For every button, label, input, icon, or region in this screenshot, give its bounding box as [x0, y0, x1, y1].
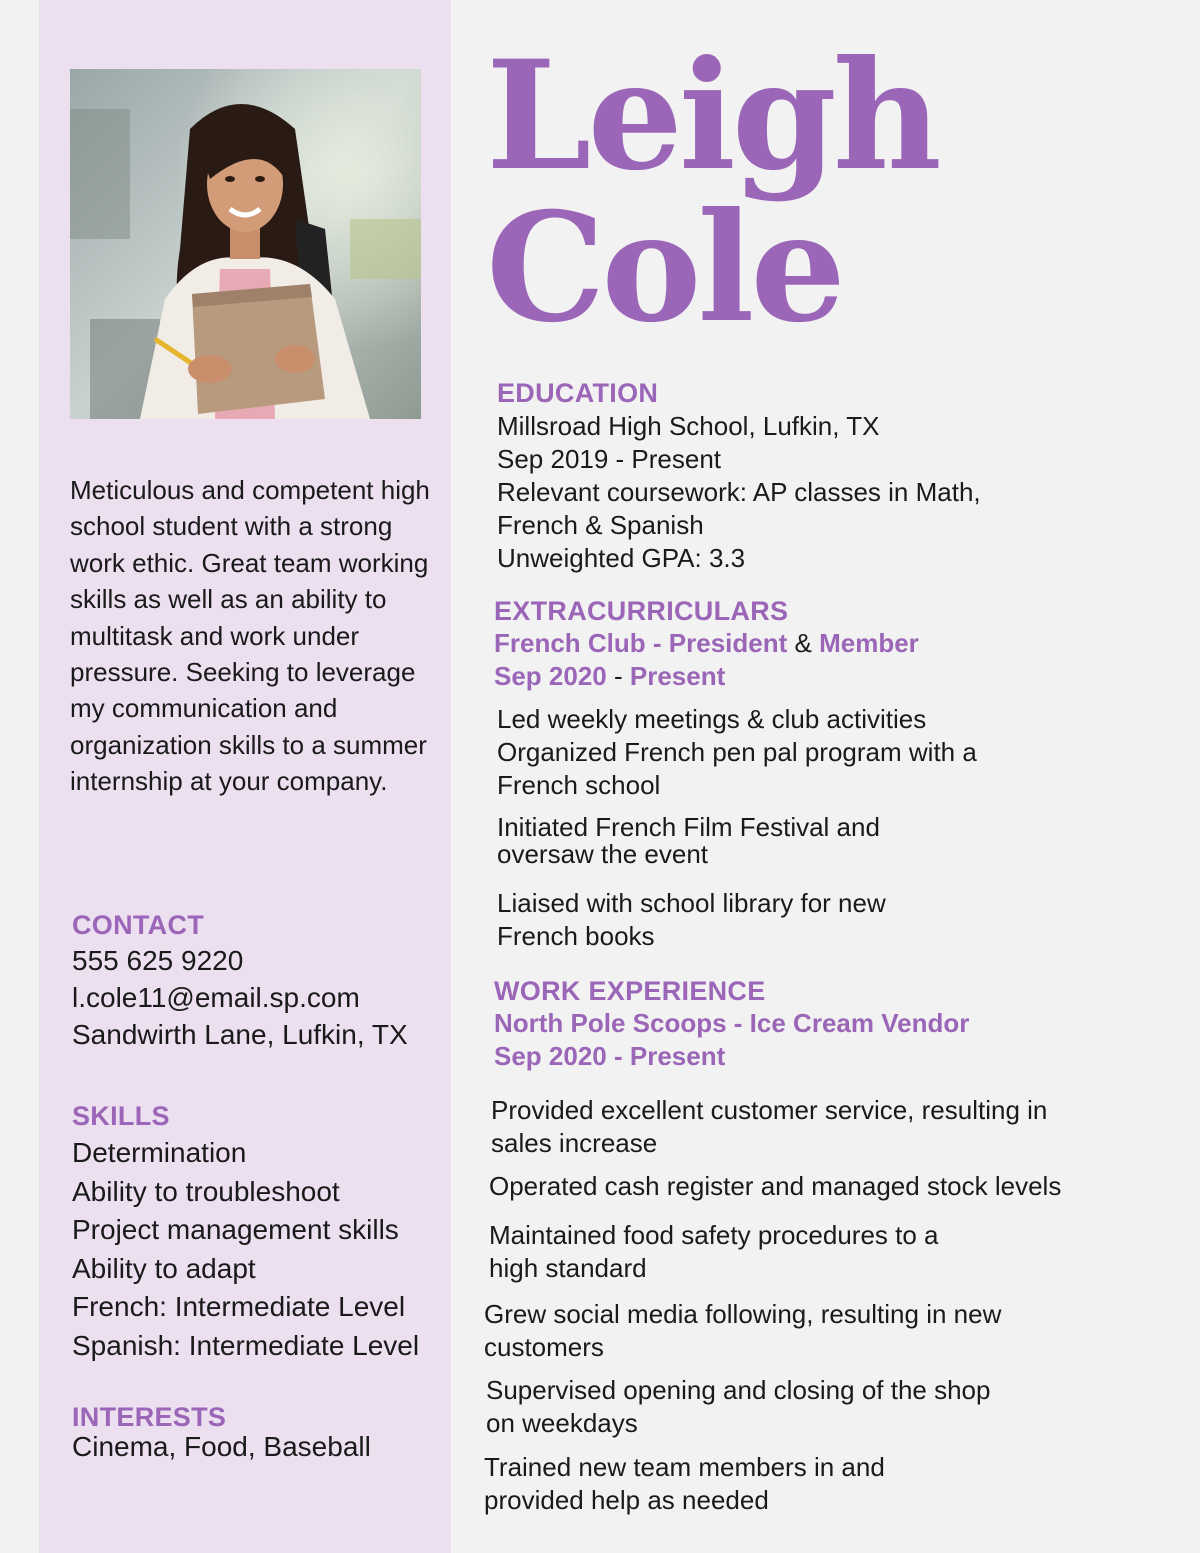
bullet-line: oversaw the event	[497, 839, 709, 869]
date-separator: -	[613, 661, 623, 691]
bullet-line: provided help as needed	[484, 1485, 769, 1515]
first-name: Leigh	[486, 28, 938, 204]
work-heading: WORK EXPERIENCE	[494, 976, 766, 1006]
bullet-line: Supervised opening and closing of the shop	[486, 1375, 991, 1405]
work-bullet	[484, 1298, 1001, 1364]
last-name: Cole	[486, 180, 842, 356]
extracurricular-bullet	[497, 887, 886, 953]
date-end: Present	[629, 661, 726, 691]
work-role: North Pole Scoops - Ice Cream Vendor	[494, 1008, 970, 1038]
skill-item: French: Intermediate Level	[72, 1291, 406, 1323]
skill-item: Spanish: Intermediate Level	[72, 1329, 420, 1361]
summary-text: Meticulous and competent high school student with a strong work ethic. Great team working skills as well as an ability to multitask and work under pressure. Seeking to leverage my communication and organization skills to a summer internship at your company.	[70, 475, 430, 797]
extracurricular-dates	[494, 660, 725, 693]
extracurricular-bullet	[497, 703, 977, 802]
bullet-line: Led weekly meetings & club activities	[497, 704, 927, 734]
bullet-line: sales increase	[491, 1128, 658, 1158]
bullet-line: Grew social media following, resulting in new	[484, 1299, 1002, 1329]
skill-item: Determination	[72, 1137, 247, 1168]
work-bullet	[489, 1219, 939, 1285]
work-bullet	[489, 1170, 1061, 1203]
profile-photo	[70, 69, 421, 419]
education-line: Relevant coursework: AP classes in Math,	[497, 477, 981, 507]
education-details	[497, 410, 981, 575]
work-bullet	[484, 1451, 885, 1517]
role-part: Member	[819, 628, 919, 658]
skill-item: Ability to troubleshoot	[72, 1175, 340, 1207]
bullet-line: French school	[497, 770, 661, 800]
contact-heading: CONTACT	[72, 910, 205, 940]
extracurricular-role	[494, 627, 919, 660]
skill-item: Project management skills	[72, 1214, 399, 1246]
extracurricular-bullet	[497, 814, 880, 868]
bullet-line: Trained new team members in and	[484, 1452, 885, 1482]
education-line: Sep 2019 - Present	[497, 444, 722, 474]
work-bullet	[491, 1094, 1047, 1160]
bullet-line: Operated cash register and managed stock levels	[489, 1171, 1062, 1201]
bullet-line: Organized French pen pal program with a	[497, 737, 977, 767]
education-line: Unweighted GPA: 3.3	[497, 543, 746, 573]
work-dates: Sep 2020 - Present	[494, 1041, 726, 1071]
skills-heading: SKILLS	[72, 1101, 170, 1131]
extracurriculars-heading: EXTRACURRICULARS	[494, 596, 789, 626]
bullet-line: Liaised with school library for new	[497, 888, 886, 918]
date-start: Sep 2020	[494, 661, 607, 691]
skills-list	[72, 1134, 419, 1366]
role-part: French Club - President	[494, 628, 788, 658]
role-ampersand: &	[794, 628, 812, 658]
skill-item: Ability to adapt	[72, 1252, 256, 1284]
bullet-line: high standard	[489, 1253, 647, 1283]
contact-address: Sandwirth Lane, Lufkin, TX	[72, 1019, 408, 1050]
name-heading	[486, 28, 938, 356]
bullet-line: Maintained food safety procedures to a	[489, 1220, 939, 1250]
bullet-line: French books	[497, 921, 655, 951]
bullet-line: on weekdays	[486, 1408, 638, 1438]
education-line: French & Spanish	[497, 510, 704, 540]
interests-text: Cinema, Food, Baseball	[72, 1431, 371, 1462]
education-heading: EDUCATION	[497, 378, 659, 408]
interests-heading: INTERESTS	[72, 1402, 227, 1432]
bullet-line: customers	[484, 1332, 604, 1362]
bullet-line: Provided excellent customer service, resulting in	[491, 1095, 1048, 1125]
contact-email: l.cole11@email.sp.com	[72, 982, 360, 1013]
contact-phone: 555 625 9220	[72, 945, 244, 976]
bullet-line: Initiated French Film Festival and	[497, 812, 880, 842]
work-bullet	[486, 1374, 990, 1440]
education-line: Millsroad High School, Lufkin, TX	[497, 411, 880, 441]
